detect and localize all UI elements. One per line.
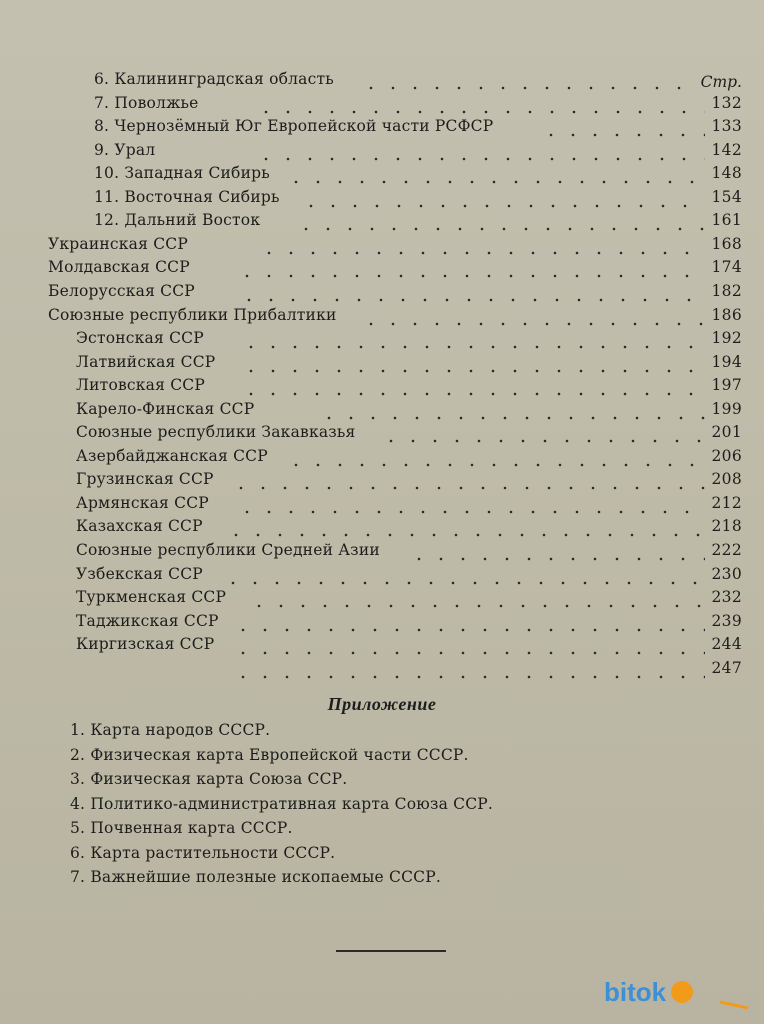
toc-entry-page: 222 — [711, 541, 742, 559]
toc-entry-page: 208 — [711, 470, 742, 489]
toc-entry-title: Узбекская ССР — [76, 564, 203, 583]
toc-entry-page: 192 — [711, 329, 742, 348]
toc-entry-page: 182 — [711, 281, 742, 300]
toc-entry-title: Таджикская ССР — [76, 611, 219, 630]
dot-leader — [255, 138, 705, 162]
dot-leader — [248, 585, 705, 609]
toc-entry-page: 230 — [711, 564, 742, 583]
toc-entry — [0, 185, 764, 209]
toc-entry — [0, 138, 764, 162]
toc-entry-title: Казахская ССР — [76, 517, 203, 536]
dot-leader — [236, 255, 705, 279]
appendix-item: 6. Карта растительности СССР. — [70, 843, 336, 862]
dot-leader — [380, 420, 705, 444]
dot-leader — [285, 161, 705, 185]
toc-entry-title: 12. Дальний Восток — [94, 211, 261, 230]
toc-entry-title: 6. Калининградская область — [94, 70, 334, 88]
toc-entry-title: 10. Западная Сибирь — [94, 164, 270, 183]
appendix-title: Приложение — [327, 694, 437, 714]
coin-icon — [671, 981, 693, 1003]
toc-entry-title: Туркменская ССР — [76, 588, 227, 607]
toc-entry-page: 218 — [711, 517, 742, 536]
toc-entry-page: 197 — [711, 376, 742, 395]
dot-leader — [300, 185, 705, 209]
toc-entry-page: 212 — [711, 493, 742, 512]
toc-entry — [0, 444, 764, 468]
toc-entry — [0, 279, 764, 303]
toc-entry — [0, 585, 764, 609]
appendix-item: 5. Почвенная карта СССР. — [70, 819, 293, 837]
toc-entry-title: Киргизская ССР — [76, 635, 215, 654]
dot-leader — [236, 491, 705, 515]
toc-entry — [0, 232, 764, 256]
appendix-item: 3. Физическая карта Союза ССР. — [70, 770, 348, 788]
bitok-watermark-logo — [602, 972, 752, 1012]
appendix-item: 1. Карта народов СССР. — [70, 721, 271, 739]
dot-leader — [295, 208, 705, 232]
toc-entry-page: 244 — [711, 635, 742, 654]
watermark-text: bitok — [604, 977, 667, 1007]
toc-entry-title: Армянская ССР — [76, 493, 209, 512]
toc-entry — [0, 161, 764, 185]
dot-leader — [240, 326, 705, 350]
toc-entry — [0, 562, 764, 586]
toc-entry-page: 168 — [711, 234, 742, 253]
toc-entry-page: 201 — [711, 423, 742, 442]
dot-leader — [540, 114, 705, 138]
toc-entry-page: 199 — [711, 399, 742, 418]
toc-entry-page: 154 — [711, 187, 742, 206]
dot-leader — [222, 562, 705, 586]
page-column-header: Стр. — [700, 73, 742, 91]
toc-entry-page: 194 — [711, 352, 742, 371]
toc-entry — [0, 67, 764, 91]
toc-entry-page: 161 — [711, 211, 742, 230]
dot-leader — [255, 91, 705, 115]
dot-leader — [225, 514, 705, 538]
appendix-item: 4. Политико-административная карта Союза ССР. — [70, 794, 494, 813]
toc-entry-title: Карело-Финская ССР — [76, 399, 255, 418]
toc-entry — [0, 514, 764, 538]
dot-leader — [230, 467, 705, 491]
toc-entry-title: Молдавская ССР — [48, 258, 190, 277]
toc-entry-title: Союзные республики Средней Азии — [76, 541, 380, 559]
dot-leader — [408, 538, 705, 562]
toc-entry-page: 239 — [711, 611, 742, 630]
dot-leader — [232, 632, 705, 656]
toc-entry — [0, 491, 764, 515]
appendix-item: 2. Физическая карта Европейской части СССР. — [70, 745, 469, 764]
toc-entry-title: Эстонская ССР — [76, 329, 204, 348]
dot-leader — [318, 397, 705, 421]
toc-entry-title: Литовская ССР — [76, 376, 205, 395]
dot-leader — [240, 350, 705, 374]
dot-leader — [232, 656, 705, 680]
toc-entry — [0, 303, 764, 327]
toc-entry-title: Белорусская ССР — [48, 281, 195, 300]
toc-entry-page: 174 — [711, 258, 742, 277]
toc-entry-title: 9. Урал — [94, 140, 156, 159]
dot-leader — [360, 67, 690, 91]
toc-entry-page: 206 — [711, 446, 742, 465]
toc-entry — [0, 255, 764, 279]
dot-leader — [360, 303, 705, 327]
toc-entry-title: Латвийская ССР — [76, 352, 216, 371]
gavel-icon — [720, 1002, 748, 1008]
toc-entry-title: 11. Восточная Сибирь — [94, 187, 280, 206]
dot-leader — [285, 444, 705, 468]
toc-entry-title: Украинская ССР — [48, 234, 188, 253]
toc-entry — [0, 467, 764, 491]
toc-entry — [0, 538, 764, 562]
toc-entry — [0, 420, 764, 444]
toc-entry-page: 232 — [711, 588, 742, 607]
toc-entry-title: Грузинская ССР — [76, 470, 214, 489]
dot-leader — [232, 609, 705, 633]
toc-entry-title: Союзные республики Закавказья — [76, 423, 356, 442]
toc-entry — [0, 326, 764, 350]
toc-entry-title: Азербайджанская ССР — [76, 446, 268, 465]
toc-entry-page: 247 — [711, 658, 742, 677]
toc-entry-title: 7. Поволжье — [94, 93, 199, 112]
toc-entry-page: 133 — [711, 117, 742, 136]
toc-entry-title: 8. Чернозёмный Юг Европейской части РСФСР — [94, 117, 494, 136]
toc-entry-page: 142 — [711, 140, 742, 159]
toc-entry — [0, 350, 764, 374]
dot-leader — [258, 232, 705, 256]
closing-rule — [336, 950, 446, 952]
toc-entry — [0, 609, 764, 633]
toc-entry — [0, 397, 764, 421]
toc-entry-page: 148 — [711, 164, 742, 183]
toc-entry-title: Союзные республики Прибалтики — [48, 305, 337, 324]
toc-entry-page: 186 — [711, 305, 742, 324]
toc-entry — [0, 91, 764, 115]
dot-leader — [238, 279, 705, 303]
dot-leader — [240, 373, 705, 397]
toc-entry — [0, 373, 764, 397]
appendix-item: 7. Важнейшие полезные ископаемые СССР. — [70, 868, 441, 886]
toc-entry-page: 132 — [711, 93, 742, 112]
toc-entry — [0, 208, 764, 232]
toc-entry — [0, 114, 764, 138]
toc-entry — [0, 656, 764, 680]
toc-entry — [0, 632, 764, 656]
